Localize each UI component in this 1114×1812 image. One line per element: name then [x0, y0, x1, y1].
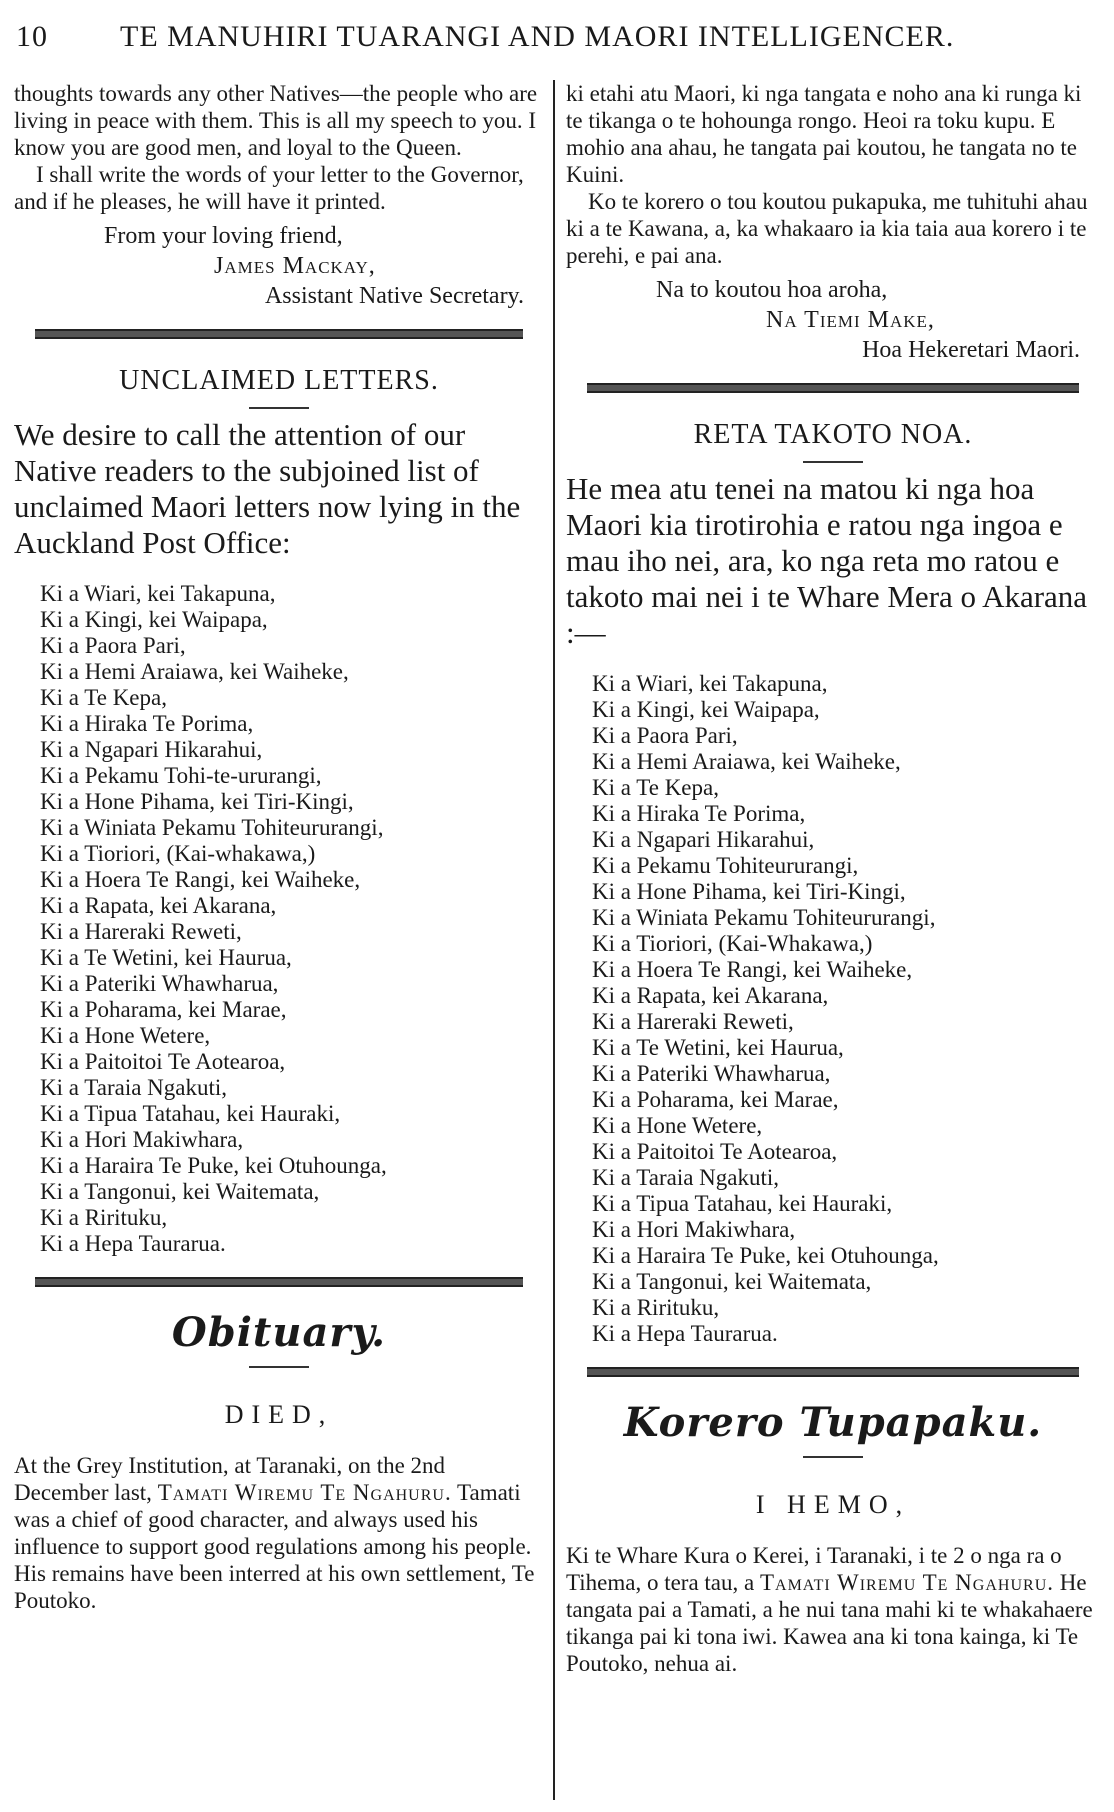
list-item: Ki a Hareraki Reweti,: [40, 919, 242, 944]
list-item: Ki a Paitoitoi Te Aotearoa,: [40, 1049, 286, 1074]
intro-paragraph: Ko te korero o tou koutou pukapuka, me tuhituhi ahau ki a te Kawana, a, ka whakaaro ia kia taia aua korero i te perehi, e pai ana.: [566, 189, 1088, 268]
list-item: Ki a Rapata, kei Akarana,: [592, 983, 829, 1008]
signoff-name: James Mackay,: [214, 253, 376, 279]
obituary-text-start: Ki te Whare Kura o Kerei, i Taranaki, i te 2 o nga ra o Tihema, o tera tau, a: [566, 1543, 1062, 1595]
letter-continuation: [14, 80, 544, 215]
list-item: Ki a Ngapari Hikarahui,: [40, 737, 263, 762]
intro-paragraph: I shall write the words of your letter to the Governor, and if he pleases, he will have it printed.: [14, 162, 524, 214]
list-item: Ki a Tioriori, (Kai-Whakawa,): [592, 931, 873, 956]
died-heading: DIED,: [224, 1400, 334, 1429]
list-item: Ki a Poharama, kei Marae,: [40, 997, 287, 1022]
obituary-text-end: Tamati was a chief of good character, and always used his influence to support good regulations among his people. His remains have been interred at his own settlement, Te Poutoko.: [14, 1480, 535, 1613]
list-item: Ki a Hoera Te Rangi, kei Waiheke,: [40, 867, 361, 892]
deceased-name: Tamati Wiremu Te Ngahuru.: [157, 1480, 452, 1505]
list-item: Ki a Hori Makiwhara,: [40, 1127, 244, 1152]
letter-continuation: [566, 80, 1100, 269]
signoff-name: Na Tiemi Make,: [766, 307, 935, 333]
list-item: Ki a Tioriori, (Kai-whakawa,): [40, 841, 316, 866]
list-item: Ki a Rirituku,: [40, 1205, 168, 1230]
list-item: Ki a Hone Wetere,: [40, 1023, 211, 1048]
list-item: Ki a Hone Pihama, kei Tiri-Kingi,: [592, 879, 906, 904]
list-item: Ki a Hepa Taurarua.: [40, 1231, 226, 1256]
signoff-role: Assistant Native Secretary.: [264, 283, 524, 309]
column-divider: [553, 80, 555, 1800]
notice-paragraph: We desire to call the attention of our Native readers to the subjoined list of unclaimed Maori letters now lying in the Auckland Post Office:: [14, 417, 521, 560]
signoff: [566, 275, 1100, 365]
list-item: Ki a Ngapari Hikarahui,: [592, 827, 815, 852]
list-item: Ki a Pateriki Whawharua,: [40, 971, 279, 996]
list-item: Ki a Hemi Araiawa, kei Waiheke,: [592, 749, 901, 774]
obituary-text: [14, 1452, 544, 1614]
list-item: Ki a Te Wetini, kei Haurua,: [592, 1035, 844, 1060]
section-rule: [587, 383, 1078, 393]
list-item: Ki a Tangonui, kei Waitemata,: [592, 1269, 872, 1294]
section-heading: UNCLAIMED LETTERS.: [119, 365, 439, 396]
section-heading: RETA TAKOTO NOA.: [693, 419, 973, 450]
list-item: Ki a Hoera Te Rangi, kei Waiheke,: [592, 957, 913, 982]
list-item: Ki a Hone Wetere,: [592, 1113, 763, 1138]
list-item: Ki a Poharama, kei Marae,: [592, 1087, 839, 1112]
obituary-heading: Obituary.: [171, 1309, 387, 1356]
maori-column: [566, 80, 1100, 1677]
signoff-role: Hoa Hekeretari Maori.: [862, 337, 1080, 363]
intro-paragraph: ki etahi atu Maori, ki nga tangata e noho ana ki runga ki te tikanga o te hohounga rongo. Heoi ra toku kupu. E mohio ana ahau, he tangata pai koutou, he tangata no te Kuini.: [566, 81, 1082, 187]
list-item: Ki a Hiraka Te Porima,: [592, 801, 806, 826]
list-item: Ki a Winiata Pekamu Tohiteururangi,: [592, 905, 936, 930]
list-item: Ki a Hone Pihama, kei Tiri-Kingi,: [40, 789, 354, 814]
signoff-greeting: Na to koutou hoa aroha,: [656, 277, 888, 303]
died-heading: I HEMO,: [755, 1490, 911, 1519]
list-item: Ki a Taraia Ngakuti,: [592, 1165, 780, 1190]
obituary-text: [566, 1542, 1100, 1677]
intro-paragraph: thoughts towards any other Natives—the people who are living in peace with them. This is all my speech to you. I know you are good men, and loyal to the Queen.: [14, 81, 538, 160]
section-rule: [587, 1367, 1078, 1377]
page-header: [0, 14, 1114, 54]
list-item: Ki a Pekamu Tohi-te-ururangi,: [40, 763, 322, 788]
list-item: Ki a Wiari, kei Takapuna,: [40, 581, 276, 606]
list-item: Ki a Pateriki Whawharua,: [592, 1061, 831, 1086]
signoff: [14, 221, 544, 311]
unclaimed-letters-list: [592, 671, 1100, 1347]
list-item: Ki a Te Wetini, kei Haurua,: [40, 945, 292, 970]
list-item: Ki a Wiari, kei Takapuna,: [592, 671, 828, 696]
list-item: Ki a Taraia Ngakuti,: [40, 1075, 228, 1100]
short-rule: [803, 1456, 863, 1458]
list-item: Ki a Haraira Te Puke, kei Otuhounga,: [40, 1153, 387, 1178]
list-item: Ki a Tipua Tatahau, kei Hauraki,: [40, 1101, 341, 1126]
list-item: Ki a Kingi, kei Waipapa,: [592, 697, 820, 722]
short-rule: [249, 407, 309, 409]
short-rule: [249, 1366, 309, 1368]
list-item: Ki a Tipua Tatahau, kei Hauraki,: [592, 1191, 893, 1216]
list-item: Ki a Pekamu Tohiteururangi,: [592, 853, 859, 878]
unclaimed-letters-list: [40, 581, 544, 1257]
obituary-text-start: At the Grey Institution, at Taranaki, on the 2nd December last,: [14, 1453, 446, 1505]
list-item: Ki a Hiraka Te Porima,: [40, 711, 254, 736]
page-number: 10: [16, 20, 48, 53]
list-item: Ki a Paitoitoi Te Aotearoa,: [592, 1139, 838, 1164]
masthead-title: TE MANUHIRI TUARANGI AND MAORI INTELLIGENCER.: [120, 20, 955, 53]
notice-paragraph: He mea atu tenei na matou ki nga hoa Maori kia tirotirohia e ratou nga ingoa e mau iho nei, ara, ko nga reta mo ratou e takoto mai nei i te Whare Mera o Akarana :—: [566, 471, 1088, 650]
obituary-text-end: He tangata pai a Tamati, a he nui tana mahi ki te whakahaere tikanga pai ki tona iwi. Kawea ana ki tona kainga, ki Te Poutoko, nehua ai.: [566, 1570, 1093, 1676]
english-column: [14, 80, 544, 1614]
list-item: Ki a Hemi Araiawa, kei Waiheke,: [40, 659, 349, 684]
list-item: Ki a Haraira Te Puke, kei Otuhounga,: [592, 1243, 939, 1268]
list-item: Ki a Te Kepa,: [592, 775, 719, 800]
section-rule: [35, 329, 523, 339]
short-rule: [803, 461, 863, 463]
list-item: Ki a Hepa Taurarua.: [592, 1321, 778, 1346]
list-item: Ki a Winiata Pekamu Tohiteururangi,: [40, 815, 384, 840]
obituary-heading: Korero Tupapaku.: [623, 1399, 1043, 1446]
list-item: Ki a Rapata, kei Akarana,: [40, 893, 277, 918]
signoff-greeting: From your loving friend,: [104, 223, 343, 249]
section-rule: [35, 1277, 523, 1287]
list-item: Ki a Rirituku,: [592, 1295, 720, 1320]
deceased-name: Tamati Wiremu Te Ngahuru.: [759, 1570, 1054, 1595]
list-item: Ki a Te Kepa,: [40, 685, 167, 710]
list-item: Ki a Kingi, kei Waipapa,: [40, 607, 268, 632]
list-item: Ki a Hareraki Reweti,: [592, 1009, 794, 1034]
list-item: Ki a Paora Pari,: [40, 633, 186, 658]
list-item: Ki a Paora Pari,: [592, 723, 738, 748]
list-item: Ki a Tangonui, kei Waitemata,: [40, 1179, 320, 1204]
list-item: Ki a Hori Makiwhara,: [592, 1217, 796, 1242]
